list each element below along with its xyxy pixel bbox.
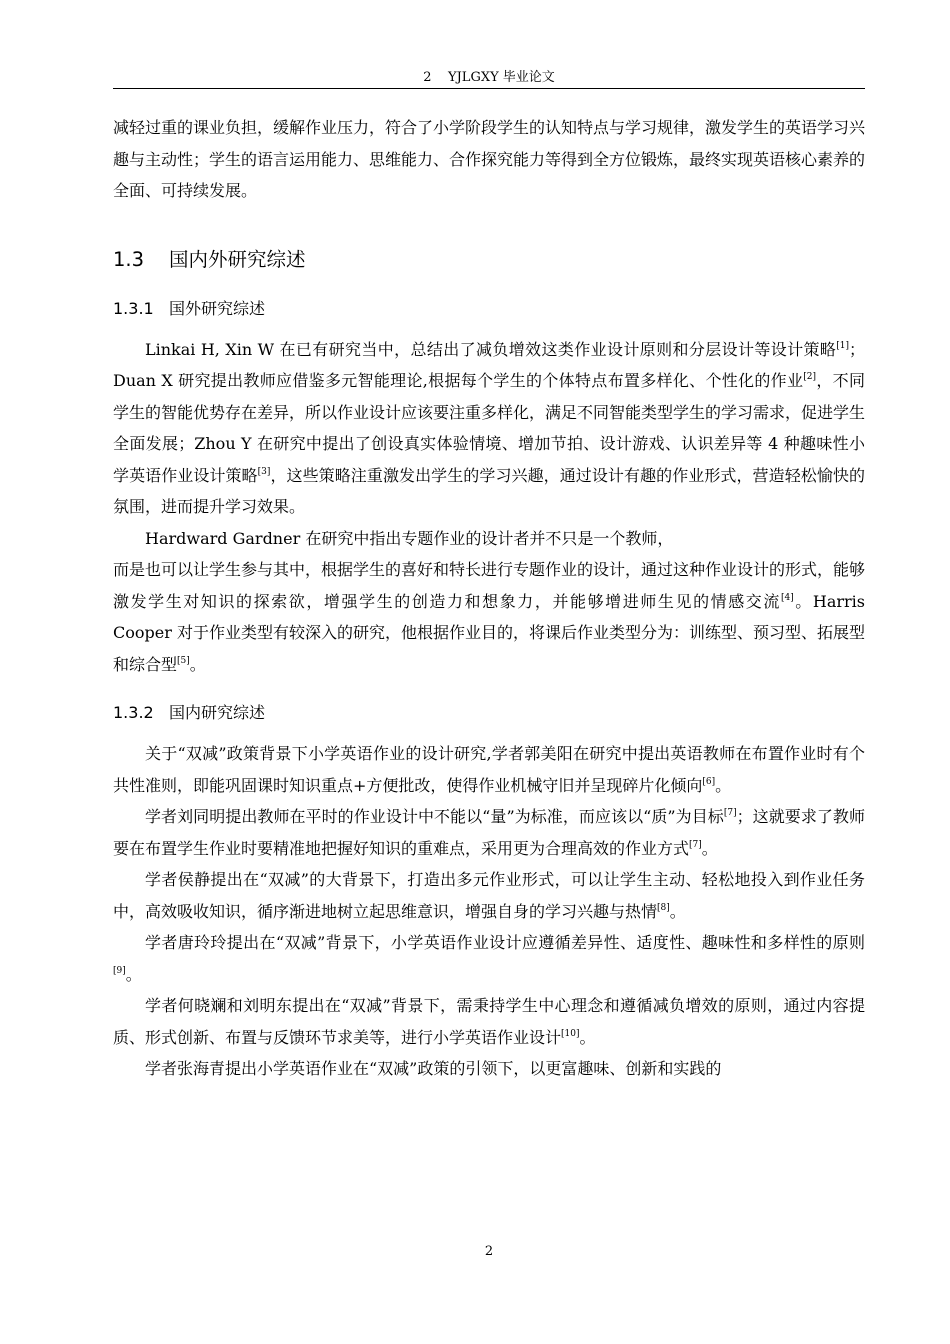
citation-ref: [2] bbox=[803, 372, 817, 382]
citation-ref: [7] bbox=[723, 808, 737, 818]
subsection-number: 1.3.1 bbox=[113, 298, 154, 318]
section-title: 国内外研究综述 bbox=[169, 247, 306, 271]
paragraph-foreign-1: Linkai H, Xin W 在已有研究当中，总结出了减负增效这类作业设计原则和分层设计等设计策略[1]；Duan X 研究提出教师应借鉴多元智能理论,根据每个学生的个体特点布置多样化、个性化的作业[2]，不同学生的智能优势存在差异，所以作业设计应该要注重多样化，满足不同智能类型学生的学习需求，促进学生全面发展；Zhou Y 在研究中提出了创设真实体验情境、增加节拍、设计游戏、认识差异等 4 种趣味性小学英语作业设计策略[3]，这些策略注重激发出学生的学习兴趣，通过设计有趣的作业形式，营造轻松愉快的氛围，进而提升学习效果。 bbox=[113, 339, 866, 516]
citation-ref: [4] bbox=[780, 592, 794, 603]
citation-ref: [7] bbox=[689, 839, 702, 850]
paragraph-domestic-2: 学者刘同明提出教师在平时的作业设计中不能以“量”为标准，而应该以“质”为目标[7]；这就要求了教师要在布置学生作业时要精准地把握好知识的重难点，采用更为合理高效的作业方式[7]。 bbox=[113, 807, 865, 858]
citation-ref: [10] bbox=[561, 1028, 580, 1039]
page-body bbox=[113, 112, 865, 1085]
citation-ref: [8] bbox=[657, 902, 670, 913]
section-number: 1.3 bbox=[113, 247, 145, 271]
citation-ref: [6] bbox=[702, 776, 716, 787]
citation-ref: [3] bbox=[257, 466, 271, 477]
paragraph-foreign-2: 而是也可以让学生参与其中，根据学生的喜好和特长进行专题作业的设计，通过这种作业设计的形式，能够激发学生对知识的探索欲，增强学生的创造力和想象力，并能够增进师生见的情感交流[4]。Harris Cooper 对于作业类型有较深入的研究，他根据作业目的，将课后作业类型分为：训练型、预习型、拓展型和综合型[5]。 bbox=[113, 560, 866, 674]
paragraph-domestic-4: 学者唐玲玲提出在“双减”背景下，小学英语作业设计应遵循差异性、适度性、趣味性和多样性的原则[9]。 bbox=[113, 933, 865, 984]
header-page-number: 2 bbox=[423, 70, 432, 85]
paragraph-domestic-1: 关于“双减”政策背景下小学英语作业的设计研究,学者郭美阳在研究中提出英语教师在布置作业时有个共性准则，即能巩固课时知识重点+方便批改，使得作业机械守旧并呈现碎片化倾向[6]。 bbox=[113, 744, 865, 795]
subsection-title: 国内研究综述 bbox=[169, 703, 266, 722]
section-heading-1-3 bbox=[113, 240, 865, 280]
citation-ref: [9] bbox=[113, 965, 126, 976]
page-header bbox=[113, 68, 865, 89]
paragraph-domestic-3: 学者侯静提出在“双减”的大背景下，打造出多元作业形式，可以让学生主动、轻松地投入到作业任务中，高效吸收知识，循序渐进地树立起思维意识，增强自身的学习兴趣与热情[8]。 bbox=[113, 870, 865, 921]
header-title: YJLGXY 毕业论文 bbox=[448, 70, 555, 85]
footer-page-number: 2 bbox=[484, 1244, 494, 1259]
paragraph-intro-continued: 减轻过重的课业负担，缓解作业压力，符合了小学阶段学生的认知特点与学习规律，激发学生的英语学习兴趣与主动性；学生的语言运用能力、思维能力、合作探究能力等得到全方位锻炼，最终实现英语核心素养的全面、可持续发展。 bbox=[113, 118, 866, 200]
paragraph-foreign-2-line1: Hardward Gardner 在研究中指出专题作业的设计者并不只是一个教师， bbox=[145, 528, 674, 548]
citation-ref: [5] bbox=[177, 655, 190, 666]
citation-ref: [1] bbox=[836, 340, 849, 351]
subsection-number: 1.3.2 bbox=[113, 703, 154, 722]
subsection-heading-1-3-1 bbox=[113, 290, 865, 328]
paragraph-domestic-6: 学者张海青提出小学英语作业在“双减”政策的引领下，以更富趣味、创新和实践的 bbox=[145, 1059, 722, 1078]
subsection-heading-1-3-2 bbox=[113, 694, 865, 732]
page-footer bbox=[113, 1244, 865, 1259]
paragraph-domestic-5: 学者何晓斓和刘明东提出在“双减”背景下，需秉持学生中心理念和遵循减负增效的原则，通过内容提质、形式创新、布置与反馈环节求美等，进行小学英语作业设计[10]。 bbox=[113, 996, 865, 1047]
subsection-title: 国外研究综述 bbox=[169, 298, 266, 318]
